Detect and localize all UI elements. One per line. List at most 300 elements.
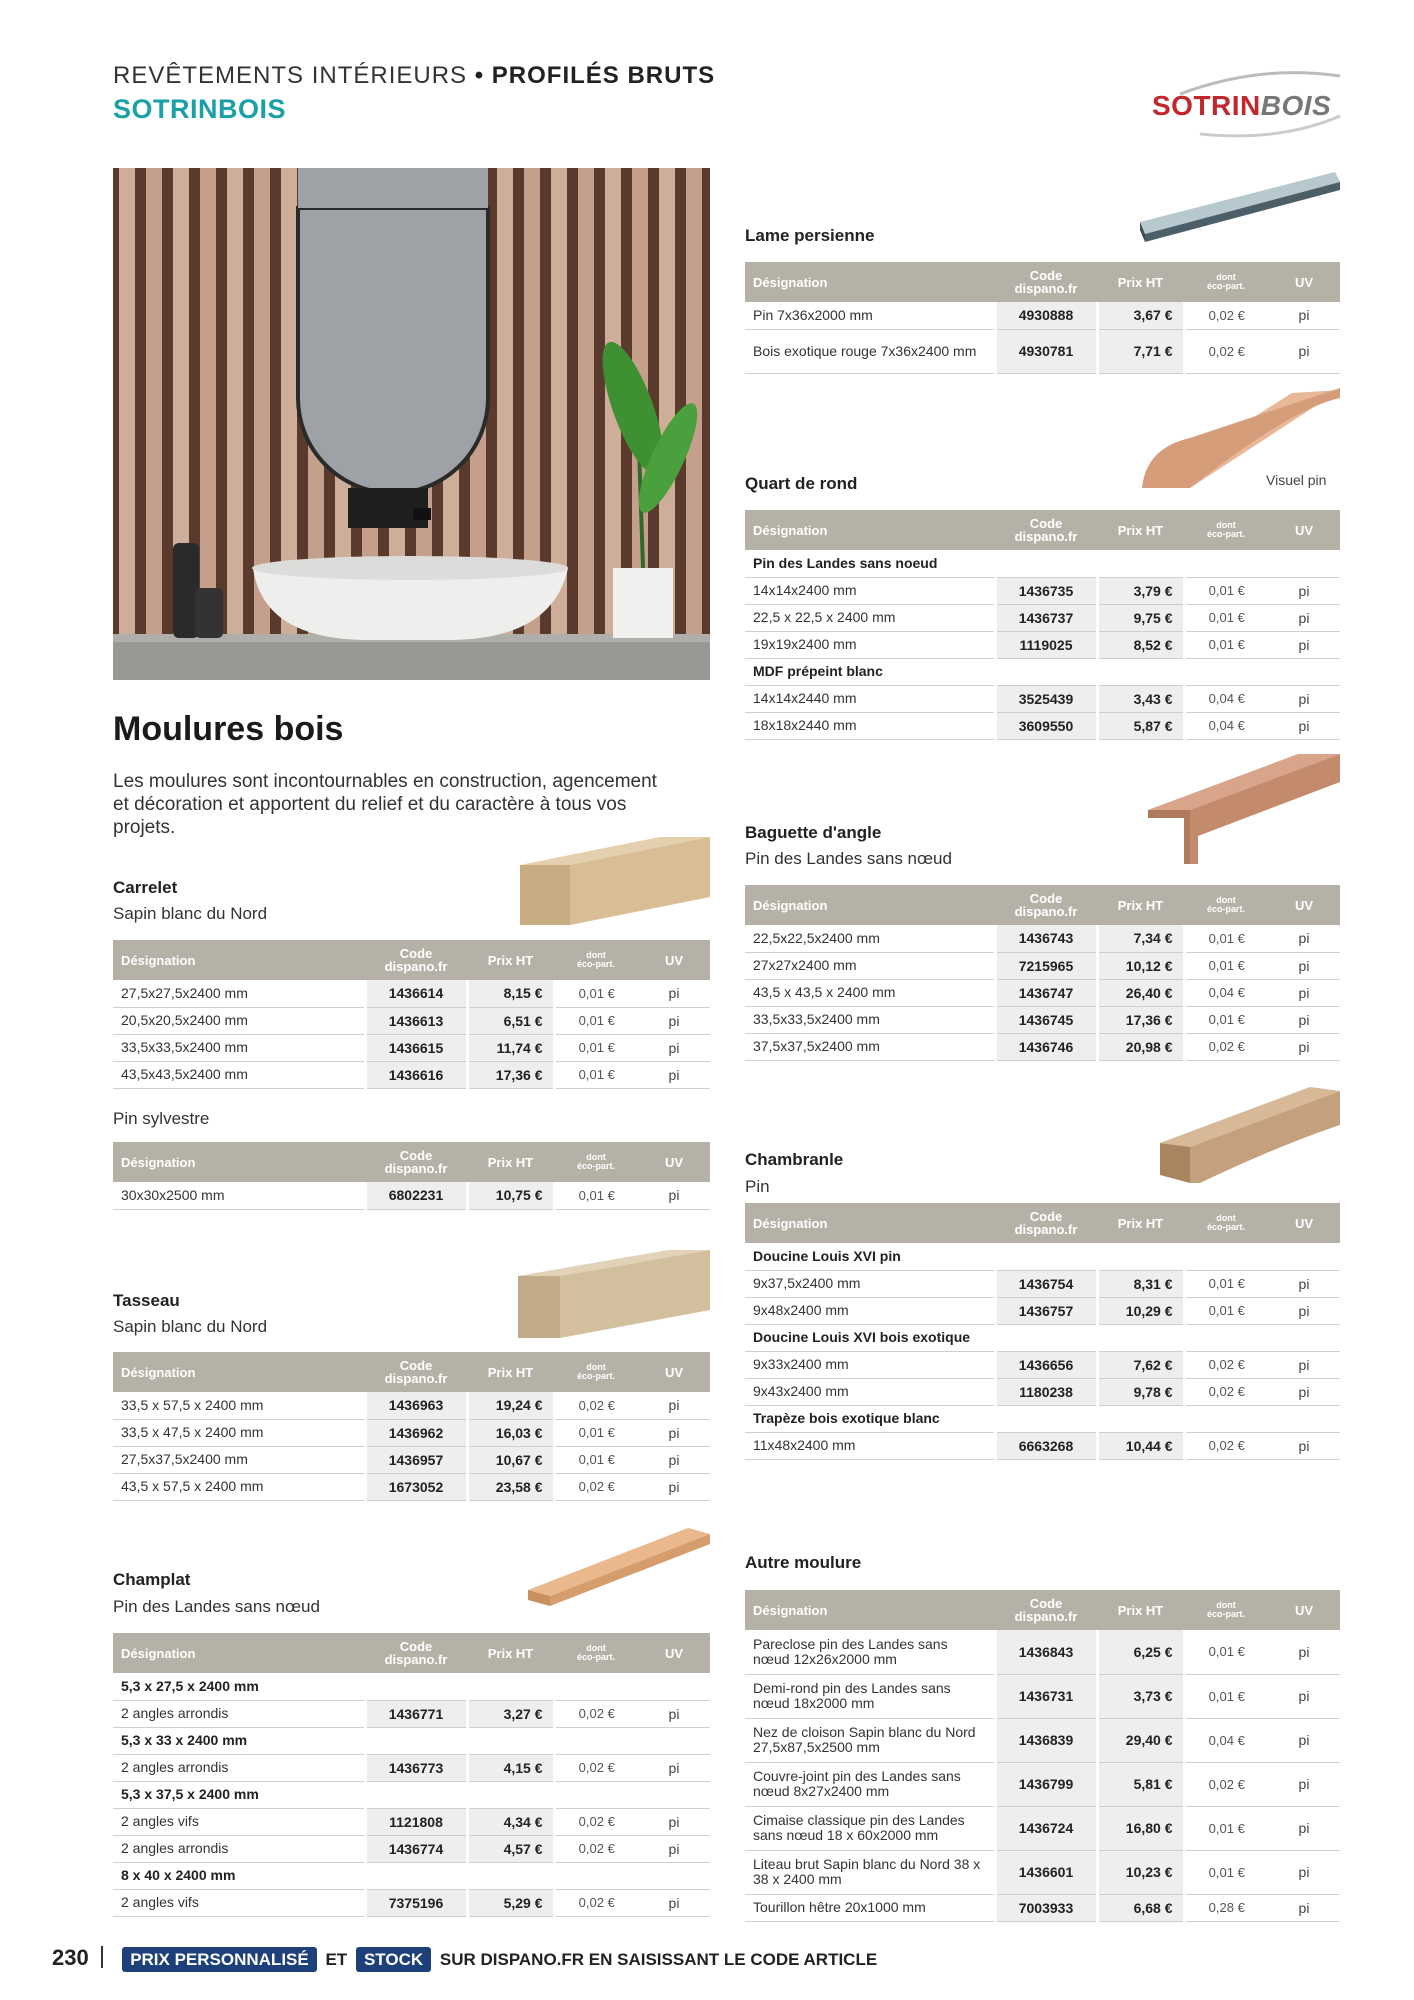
cell-designation: 20,5x20,5x2400 mm [113,1007,365,1034]
header-price: Prix HT [1097,885,1184,925]
wood-slat [578,168,594,638]
table-row [745,631,1340,658]
cell-designation: 19x19x2400 mm [745,631,995,658]
table-row [745,1674,1340,1718]
cell-designation: 22,5x22,5x2400 mm [745,925,995,952]
chambranle-table [745,1203,1340,1460]
table-row [113,1419,710,1446]
cell-eco: 0,01 € [554,1182,638,1209]
table-row [113,1754,710,1781]
header-code: Code dispano.fr [995,1203,1097,1243]
carrelet-table [113,940,710,1089]
cell-code: 1436731 [995,1674,1097,1718]
cell-designation: 2 angles arrondis [113,1835,365,1862]
header-bullet: • [474,62,485,89]
table-row [113,1889,710,1916]
header-code: Code dispano.fr [365,1352,467,1392]
cell-code: 1436656 [995,1351,1097,1378]
cell-price: 4,34 € [467,1808,554,1835]
cell-uv: pi [638,1061,710,1088]
cell-uv: pi [1268,925,1340,952]
cell-uv: pi [1268,1894,1340,1921]
header-category-line [113,62,715,90]
table-row [113,1061,710,1088]
cell-eco: 0,02 € [1184,1033,1268,1060]
cell-eco: 0,02 € [554,1835,638,1862]
cell-eco: 0,01 € [554,1034,638,1061]
cell-price: 10,29 € [1097,1297,1184,1324]
cell-uv: pi [638,1889,710,1916]
cell-price: 4,57 € [467,1835,554,1862]
cell-code: 4930781 [995,329,1097,373]
cell-uv: pi [638,1473,710,1500]
header-designation: Désignation [113,1633,365,1673]
header-eco: dont éco-part. [554,1633,638,1673]
cell-price: 3,79 € [1097,577,1184,604]
cell-uv: pi [1268,1378,1340,1405]
cell-eco: 0,01 € [1184,577,1268,604]
table-row [745,1270,1340,1297]
cell-price: 17,36 € [1097,1006,1184,1033]
table-row [113,1034,710,1061]
table-group-row [113,1862,710,1889]
cell-uv: pi [1268,604,1340,631]
cell-eco: 0,28 € [1184,1894,1268,1921]
table-group-row [745,1243,1340,1270]
table-header-row [113,940,710,980]
table-header-row [745,885,1340,925]
header-code: Code dispano.fr [995,1590,1097,1630]
cell-eco: 0,02 € [1184,1351,1268,1378]
cell-uv: pi [1268,952,1340,979]
cell-uv: pi [1268,1806,1340,1850]
cell-price: 8,52 € [1097,631,1184,658]
header-code: Code dispano.fr [365,1633,467,1673]
cell-uv: pi [1268,1432,1340,1459]
cell-code: 1121808 [365,1808,467,1835]
cell-designation: Couvre-joint pin des Landes sans nœud 8x27x2400 mm [745,1762,995,1806]
cell-designation: 11x48x2400 mm [745,1432,995,1459]
quart-de-rond-note: Visuel pin [1266,472,1327,488]
autre-moulure-table [745,1590,1340,1922]
cell-designation: Tourillon hêtre 20x1000 mm [745,1894,995,1921]
cell-designation: Demi-rond pin des Landes sans nœud 18x2000 mm [745,1674,995,1718]
cell-code: 1436615 [365,1034,467,1061]
table-row [745,1033,1340,1060]
header-code: Code dispano.fr [365,940,467,980]
cell-designation: 9x37,5x2400 mm [745,1270,995,1297]
cell-code: 1436614 [365,980,467,1007]
cell-price: 10,75 € [467,1182,554,1209]
table-group-row [113,1781,710,1808]
wood-slat [227,168,243,638]
table-row [113,1007,710,1034]
cell-eco: 0,04 € [1184,712,1268,739]
header-uv: UV [1268,885,1340,925]
table-row [745,302,1340,329]
cell-uv: pi [1268,979,1340,1006]
table-row [745,1351,1340,1378]
cell-uv: pi [638,1419,710,1446]
cell-designation: 14x14x2440 mm [745,685,995,712]
table-header-row [745,510,1340,550]
header-designation: Désignation [745,1590,995,1630]
header-code: Code dispano.fr [365,1142,467,1182]
cell-uv: pi [1268,685,1340,712]
group-label: 5,3 x 37,5 x 2400 mm [113,1781,710,1808]
table-row [745,1006,1340,1033]
cell-designation: Nez de cloison Sapin blanc du Nord 27,5x87,5x2500 mm [745,1718,995,1762]
cell-eco: 0,01 € [1184,1850,1268,1894]
cell-price: 16,03 € [467,1419,554,1446]
cell-designation: 33,5 x 47,5 x 2400 mm [113,1419,365,1446]
cell-price: 3,67 € [1097,302,1184,329]
cell-price: 5,87 € [1097,712,1184,739]
cell-designation: 18x18x2440 mm [745,712,995,739]
cell-price: 8,31 € [1097,1270,1184,1297]
header-eco: dont éco-part. [1184,262,1268,302]
page-title: Moulures bois [113,710,344,748]
cell-price: 6,51 € [467,1007,554,1034]
cell-eco: 0,01 € [1184,631,1268,658]
header-uv: UV [638,1352,710,1392]
cell-eco: 0,01 € [1184,1297,1268,1324]
cell-uv: pi [1268,631,1340,658]
header-code: Code dispano.fr [995,885,1097,925]
cell-price: 5,81 € [1097,1762,1184,1806]
table-row [113,1446,710,1473]
wood-slat [200,168,216,638]
header-eco: dont éco-part. [1184,1203,1268,1243]
cell-price: 20,98 € [1097,1033,1184,1060]
cell-designation: 27,5x27,5x2400 mm [113,980,365,1007]
table-row [745,979,1340,1006]
carrelet-subtitle: Sapin blanc du Nord [113,904,268,923]
cell-uv: pi [1268,1270,1340,1297]
header-designation: Désignation [745,262,995,302]
page-number: 230 [52,1945,89,1970]
table-row [745,577,1340,604]
group-label: Trapèze bois exotique blanc [745,1405,1340,1432]
table-row [745,1297,1340,1324]
champlat-subtitle: Pin des Landes sans nœud [113,1597,320,1616]
cell-designation: Cimaise classique pin des Landes sans nœud 18 x 60x2000 mm [745,1806,995,1850]
carrelet-product-image [520,835,710,927]
cell-code: 1436771 [365,1700,467,1727]
cell-code: 1436839 [995,1718,1097,1762]
table-group-row [745,550,1340,577]
cell-designation: 43,5 x 57,5 x 2400 mm [113,1473,365,1500]
table-row [745,604,1340,631]
intro-text: Les moulures sont incontournables en construction, agencement et décoration et apportent du relief et du caractère à tous vos projets. [113,771,657,838]
table-header-row [745,1203,1340,1243]
quart-de-rond-table [745,510,1340,740]
cell-designation: 14x14x2400 mm [745,577,995,604]
table-row [745,1378,1340,1405]
cell-code: 6663268 [995,1432,1097,1459]
tasseau-product-image [518,1248,710,1340]
cell-uv: pi [1268,1297,1340,1324]
cell-price: 10,67 € [467,1446,554,1473]
cell-code: 1436747 [995,979,1097,1006]
table-row [745,1432,1340,1459]
tasseau-subtitle: Sapin blanc du Nord [113,1317,268,1336]
table-group-row [745,1405,1340,1432]
table-header-row [745,1590,1340,1630]
cell-code: 4930888 [995,302,1097,329]
header-designation: Désignation [113,940,365,980]
champlat-title: Champlat [113,1570,191,1589]
cell-price: 5,29 € [467,1889,554,1916]
cell-uv: pi [638,1446,710,1473]
autre-moulure-title: Autre moulure [745,1553,862,1572]
cell-eco: 0,01 € [1184,1630,1268,1674]
cell-designation: 27x27x2400 mm [745,952,995,979]
cell-uv: pi [638,1700,710,1727]
cell-price: 10,23 € [1097,1850,1184,1894]
group-label: MDF prépeint blanc [745,658,1340,685]
chambranle-subtitle: Pin [745,1177,770,1196]
table-header-row [113,1633,710,1673]
group-label: 8 x 40 x 2400 mm [113,1862,710,1889]
cell-designation: 33,5x33,5x2400 mm [745,1006,995,1033]
baguette-angle-product-image [1148,752,1340,867]
cell-uv: pi [638,1754,710,1781]
cell-uv: pi [1268,712,1340,739]
table-header-row [745,262,1340,302]
header-eco: dont éco-part. [554,1142,638,1182]
cell-code: 1436743 [995,925,1097,952]
table-row [113,1835,710,1862]
header-price: Prix HT [1097,262,1184,302]
cell-code: 1436613 [365,1007,467,1034]
table-row [745,685,1340,712]
baguette-table [745,885,1340,1061]
cell-code: 1436735 [995,577,1097,604]
cell-price: 7,71 € [1097,329,1184,373]
header-eco: dont éco-part. [1184,885,1268,925]
cell-uv: pi [1268,1006,1340,1033]
header-uv: UV [638,1142,710,1182]
cell-eco: 0,02 € [554,1808,638,1835]
cell-price: 16,80 € [1097,1806,1184,1850]
cell-designation: 27,5x37,5x2400 mm [113,1446,365,1473]
cell-designation: 9x48x2400 mm [745,1297,995,1324]
baguette-subtitle: Pin des Landes sans nœud [745,849,952,868]
cell-uv: pi [1268,1762,1340,1806]
chambranle-title: Chambranle [745,1150,844,1169]
cell-code: 3609550 [995,712,1097,739]
cell-code: 1436963 [365,1392,467,1419]
cell-code: 1436616 [365,1061,467,1088]
cell-uv: pi [1268,302,1340,329]
cell-eco: 0,01 € [1184,1674,1268,1718]
cell-uv: pi [1268,1351,1340,1378]
header-uv: UV [1268,1590,1340,1630]
brand-logo [1140,66,1350,146]
cell-code: 1436724 [995,1806,1097,1850]
cell-designation: 43,5x43,5x2400 mm [113,1061,365,1088]
group-label: 5,3 x 27,5 x 2400 mm [113,1673,710,1700]
table-row [745,1630,1340,1674]
cell-price: 9,75 € [1097,604,1184,631]
header-price: Prix HT [467,1142,554,1182]
cell-eco: 0,01 € [554,1419,638,1446]
header-designation: Désignation [745,1203,995,1243]
header-uv: UV [1268,262,1340,302]
footer-tag-stock: STOCK [356,1947,431,1972]
cell-designation: Bois exotique rouge 7x36x2400 mm [745,329,995,373]
wood-slat [146,168,162,638]
cell-eco: 0,02 € [1184,1432,1268,1459]
cell-eco: 0,02 € [554,1754,638,1781]
cell-code: 1180238 [995,1378,1097,1405]
cell-eco: 0,01 € [554,1007,638,1034]
cell-price: 10,44 € [1097,1432,1184,1459]
cell-eco: 0,02 € [554,1392,638,1419]
cell-price: 4,15 € [467,1754,554,1781]
cell-price: 23,58 € [467,1473,554,1500]
table-row [745,1762,1340,1806]
cell-uv: pi [1268,1630,1340,1674]
header-price: Prix HT [467,1633,554,1673]
table-row [113,1473,710,1500]
wood-slat [686,168,702,638]
header-price: Prix HT [467,940,554,980]
cell-code: 1119025 [995,631,1097,658]
tasseau-title: Tasseau [113,1291,180,1310]
table-row [113,1392,710,1419]
quart-de-rond-title: Quart de rond [745,474,858,493]
header-code: Code dispano.fr [995,510,1097,550]
cell-eco: 0,01 € [1184,1806,1268,1850]
cell-eco: 0,01 € [554,1061,638,1088]
table-header-row [113,1142,710,1182]
cell-price: 3,43 € [1097,685,1184,712]
header-eco: dont éco-part. [1184,1590,1268,1630]
header-price: Prix HT [1097,1590,1184,1630]
header-code: Code dispano.fr [995,262,1097,302]
cell-price: 6,25 € [1097,1630,1184,1674]
cell-eco: 0,01 € [1184,604,1268,631]
header-eco: dont éco-part. [554,1352,638,1392]
table-row [745,1806,1340,1850]
header-uv: UV [638,940,710,980]
cell-designation: 30x30x2500 mm [113,1182,365,1209]
cell-eco: 0,01 € [554,1446,638,1473]
cell-designation: 43,5 x 43,5 x 2400 mm [745,979,995,1006]
cell-designation: 2 angles vifs [113,1889,365,1916]
baguette-title: Baguette d'angle [745,823,882,842]
lame-persienne-table [745,262,1340,374]
cell-designation: Pareclose pin des Landes sans nœud 12x26x2000 mm [745,1630,995,1674]
cell-uv: pi [638,1808,710,1835]
cell-code: 1436601 [995,1850,1097,1894]
cell-uv: pi [638,1392,710,1419]
wood-slat [659,168,675,638]
header-uv: UV [1268,510,1340,550]
cell-code: 7003933 [995,1894,1097,1921]
cell-designation: 9x33x2400 mm [745,1351,995,1378]
cell-code: 6802231 [365,1182,467,1209]
cell-designation: 37,5x37,5x2400 mm [745,1033,995,1060]
cell-eco: 0,04 € [1184,1718,1268,1762]
group-label: Doucine Louis XVI bois exotique [745,1324,1340,1351]
bathroom-slat-wall-image [113,168,710,680]
champlat-table [113,1633,710,1917]
cell-uv: pi [638,980,710,1007]
header-subcategory: PROFILÉS BRUTS [491,62,716,89]
cell-price: 17,36 € [467,1061,554,1088]
table-row [745,329,1340,373]
header-brand: SOTRINBOIS [113,94,287,124]
champlat-product-image [528,1528,710,1610]
cell-designation: 33,5 x 57,5 x 2400 mm [113,1392,365,1419]
header-category: REVÊTEMENTS INTÉRIEURS [113,62,468,89]
cell-code: 1436962 [365,1419,467,1446]
cell-code: 1436774 [365,1835,467,1862]
header-designation: Désignation [113,1352,365,1392]
cell-price: 26,40 € [1097,979,1184,1006]
cell-price: 8,15 € [467,980,554,1007]
table-group-row [113,1727,710,1754]
cell-designation: 22,5 x 22,5 x 2400 mm [745,604,995,631]
header-price: Prix HT [1097,1203,1184,1243]
cell-eco: 0,02 € [1184,1378,1268,1405]
cell-code: 1436746 [995,1033,1097,1060]
cell-code: 1673052 [365,1473,467,1500]
carrelet-title: Carrelet [113,878,178,897]
cell-uv: pi [638,1034,710,1061]
cell-code: 1436843 [995,1630,1097,1674]
cell-code: 7215965 [995,952,1097,979]
group-label: Doucine Louis XVI pin [745,1243,1340,1270]
cell-price: 7,62 € [1097,1351,1184,1378]
header-uv: UV [1268,1203,1340,1243]
group-label: 5,3 x 33 x 2400 mm [113,1727,710,1754]
cell-eco: 0,02 € [1184,302,1268,329]
cell-price: 3,73 € [1097,1674,1184,1718]
cell-price: 11,74 € [467,1034,554,1061]
cell-uv: pi [1268,1033,1340,1060]
table-header-row [113,1352,710,1392]
cell-uv: pi [1268,1850,1340,1894]
lame-persienne-product-image [1140,172,1340,242]
cell-price: 10,12 € [1097,952,1184,979]
cell-price: 9,78 € [1097,1378,1184,1405]
cell-price: 29,40 € [1097,1718,1184,1762]
cell-eco: 0,01 € [1184,925,1268,952]
cell-price: 3,27 € [467,1700,554,1727]
cell-designation: 2 angles arrondis [113,1700,365,1727]
cell-eco: 0,02 € [554,1473,638,1500]
table-row [745,1850,1340,1894]
lame-persienne-title: Lame persienne [745,226,875,245]
header-designation: Désignation [745,885,995,925]
cell-eco: 0,01 € [1184,1006,1268,1033]
cell-eco: 0,02 € [554,1700,638,1727]
cell-code: 1436799 [995,1762,1097,1806]
table-row [745,1894,1340,1921]
table-row [113,1700,710,1727]
footer-text: SUR DISPANO.FR EN SAISISSANT LE CODE ARTICLE [439,1950,878,1969]
carrelet-pin-table [113,1142,710,1210]
header-eco: dont éco-part. [554,940,638,980]
page-header [113,62,715,125]
table-row [745,712,1340,739]
cell-code: 1436745 [995,1006,1097,1033]
carrelet-subtitle-2: Pin sylvestre [113,1109,210,1128]
